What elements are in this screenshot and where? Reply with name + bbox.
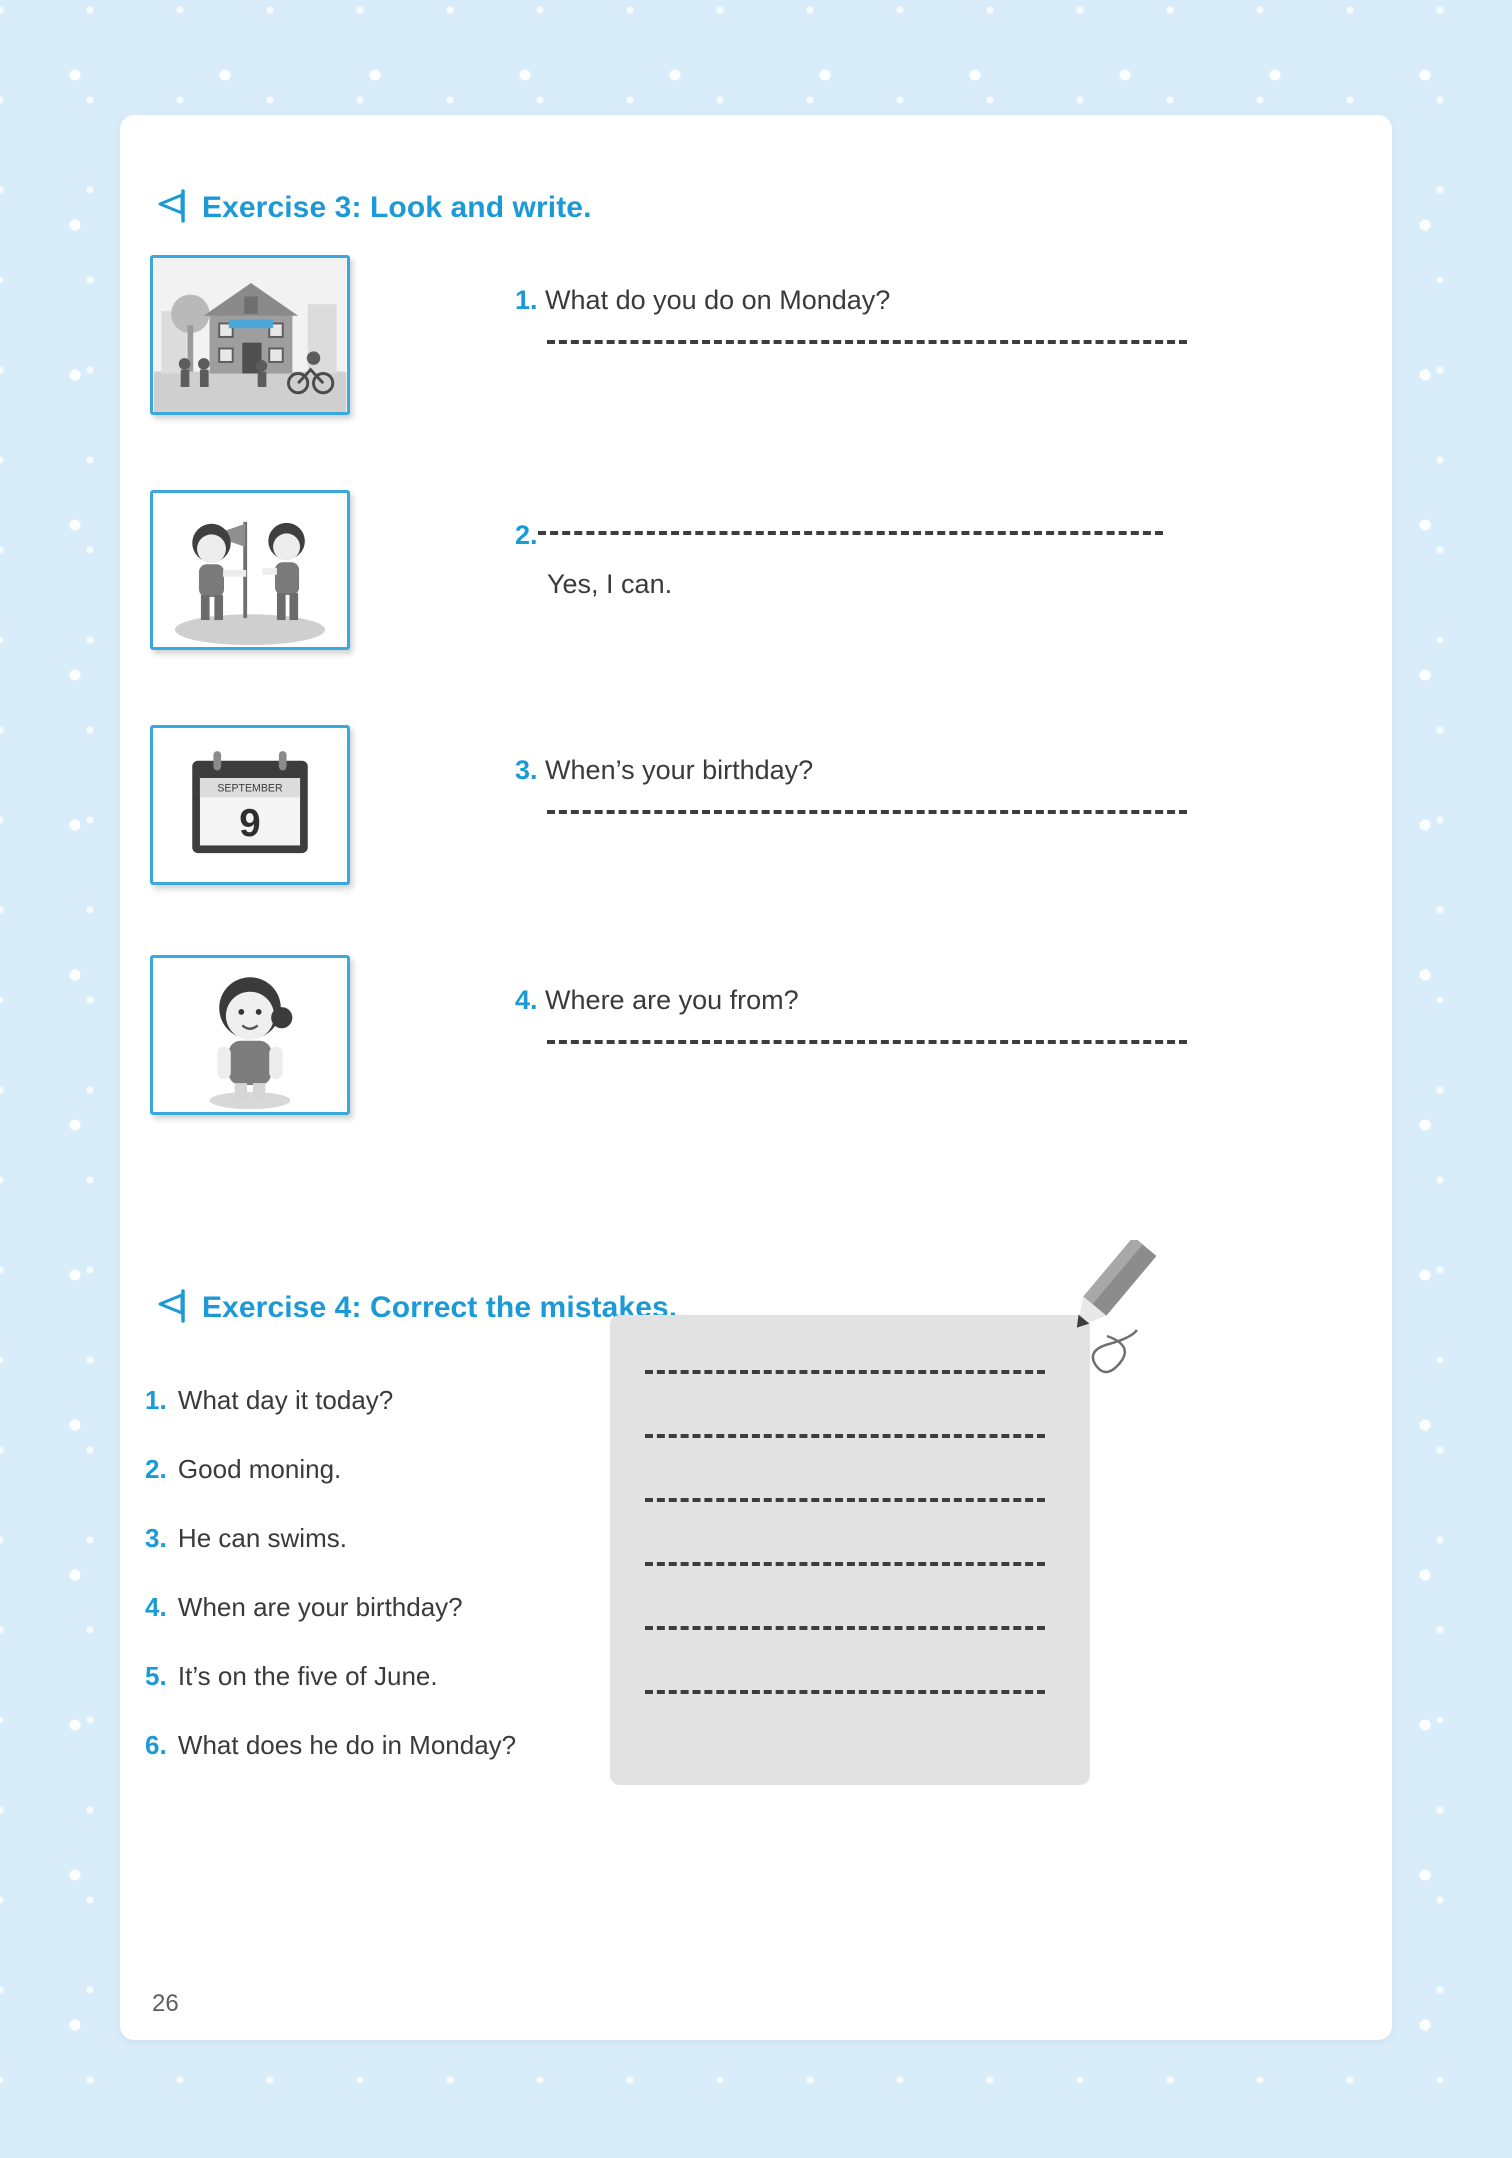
exercise-3-item-1 xyxy=(150,255,1360,415)
answer-line-2[interactable] xyxy=(538,531,1163,535)
answer-line-1[interactable] xyxy=(547,340,1187,344)
exercise-3-item-4 xyxy=(150,955,1360,1115)
notepad-line-5[interactable] xyxy=(645,1626,1045,1630)
question-block-3 xyxy=(515,725,1360,814)
ex4-item-5-text: It’s on the five of June. xyxy=(177,1661,438,1691)
question-block-1 xyxy=(515,255,1360,344)
school-building-image xyxy=(150,255,350,415)
ex4-item-2-text: Good moning. xyxy=(177,1454,342,1484)
question-3-line xyxy=(515,753,1360,788)
notepad-line-3[interactable] xyxy=(645,1498,1045,1502)
svg-text:SEPTEMBER: SEPTEMBER xyxy=(217,782,283,795)
question-3-text: When’s your birthday? xyxy=(545,755,814,785)
ex4-item-3-number: 3. xyxy=(145,1523,167,1553)
exercise-3-heading-text: Exercise 3: Look and write. xyxy=(202,191,592,224)
ex4-item-1-text: What day it today? xyxy=(177,1385,394,1415)
question-4-text: Where are you from? xyxy=(545,985,799,1015)
notepad-line-1[interactable] xyxy=(645,1370,1045,1374)
ex4-item-6-text: What does he do in Monday? xyxy=(177,1730,517,1760)
notepad-line-6[interactable] xyxy=(645,1690,1045,1694)
flag-icon xyxy=(150,185,196,231)
exercise-4-heading xyxy=(150,1285,677,1331)
exercise-3-item-2 xyxy=(150,490,1360,650)
flag-icon xyxy=(150,1285,196,1331)
ex4-item-3-text: He can swims. xyxy=(177,1523,347,1553)
notepad-lines xyxy=(645,1370,1065,1754)
answer-line-3[interactable] xyxy=(547,810,1187,814)
question-3-number: 3. xyxy=(515,755,538,785)
exercise-3-heading xyxy=(150,185,592,231)
question-4-line xyxy=(515,983,1360,1018)
ex4-item-4-text: When are your birthday? xyxy=(177,1592,463,1622)
question-block-2 xyxy=(515,490,1360,600)
notepad-line-4[interactable] xyxy=(645,1562,1045,1566)
question-1-text: What do you do on Monday? xyxy=(545,285,891,315)
girl-image xyxy=(150,955,350,1115)
question-1-number: 1. xyxy=(515,285,538,315)
pencil-icon xyxy=(1025,1240,1175,1390)
question-2-line xyxy=(515,518,1360,553)
answer-line-4[interactable] xyxy=(547,1040,1187,1044)
ex4-item-5-number: 5. xyxy=(145,1661,167,1691)
question-2-answer-text: Yes, I can. xyxy=(547,569,673,600)
notepad-answer-area[interactable] xyxy=(610,1315,1090,1785)
ex4-item-1-number: 1. xyxy=(145,1385,167,1415)
ex4-item-4-number: 4. xyxy=(145,1592,167,1622)
children-with-flag-image xyxy=(150,490,350,650)
exercise-4-heading-text: Exercise 4: Correct the mistakes. xyxy=(202,1291,678,1324)
ex4-item-6-number: 6. xyxy=(145,1730,167,1760)
question-1-line xyxy=(515,283,1360,318)
calendar-image xyxy=(150,725,350,885)
question-4-number: 4. xyxy=(515,985,538,1015)
question-2-number: 2. xyxy=(515,520,538,550)
page-number: 26 xyxy=(152,1990,179,2017)
svg-text:9: 9 xyxy=(239,801,261,845)
question-block-4 xyxy=(515,955,1360,1044)
ex4-item-2-number: 2. xyxy=(145,1454,167,1484)
worksheet-page xyxy=(120,115,1392,2040)
exercise-3-item-3 xyxy=(150,725,1360,885)
notepad-line-2[interactable] xyxy=(645,1434,1045,1438)
